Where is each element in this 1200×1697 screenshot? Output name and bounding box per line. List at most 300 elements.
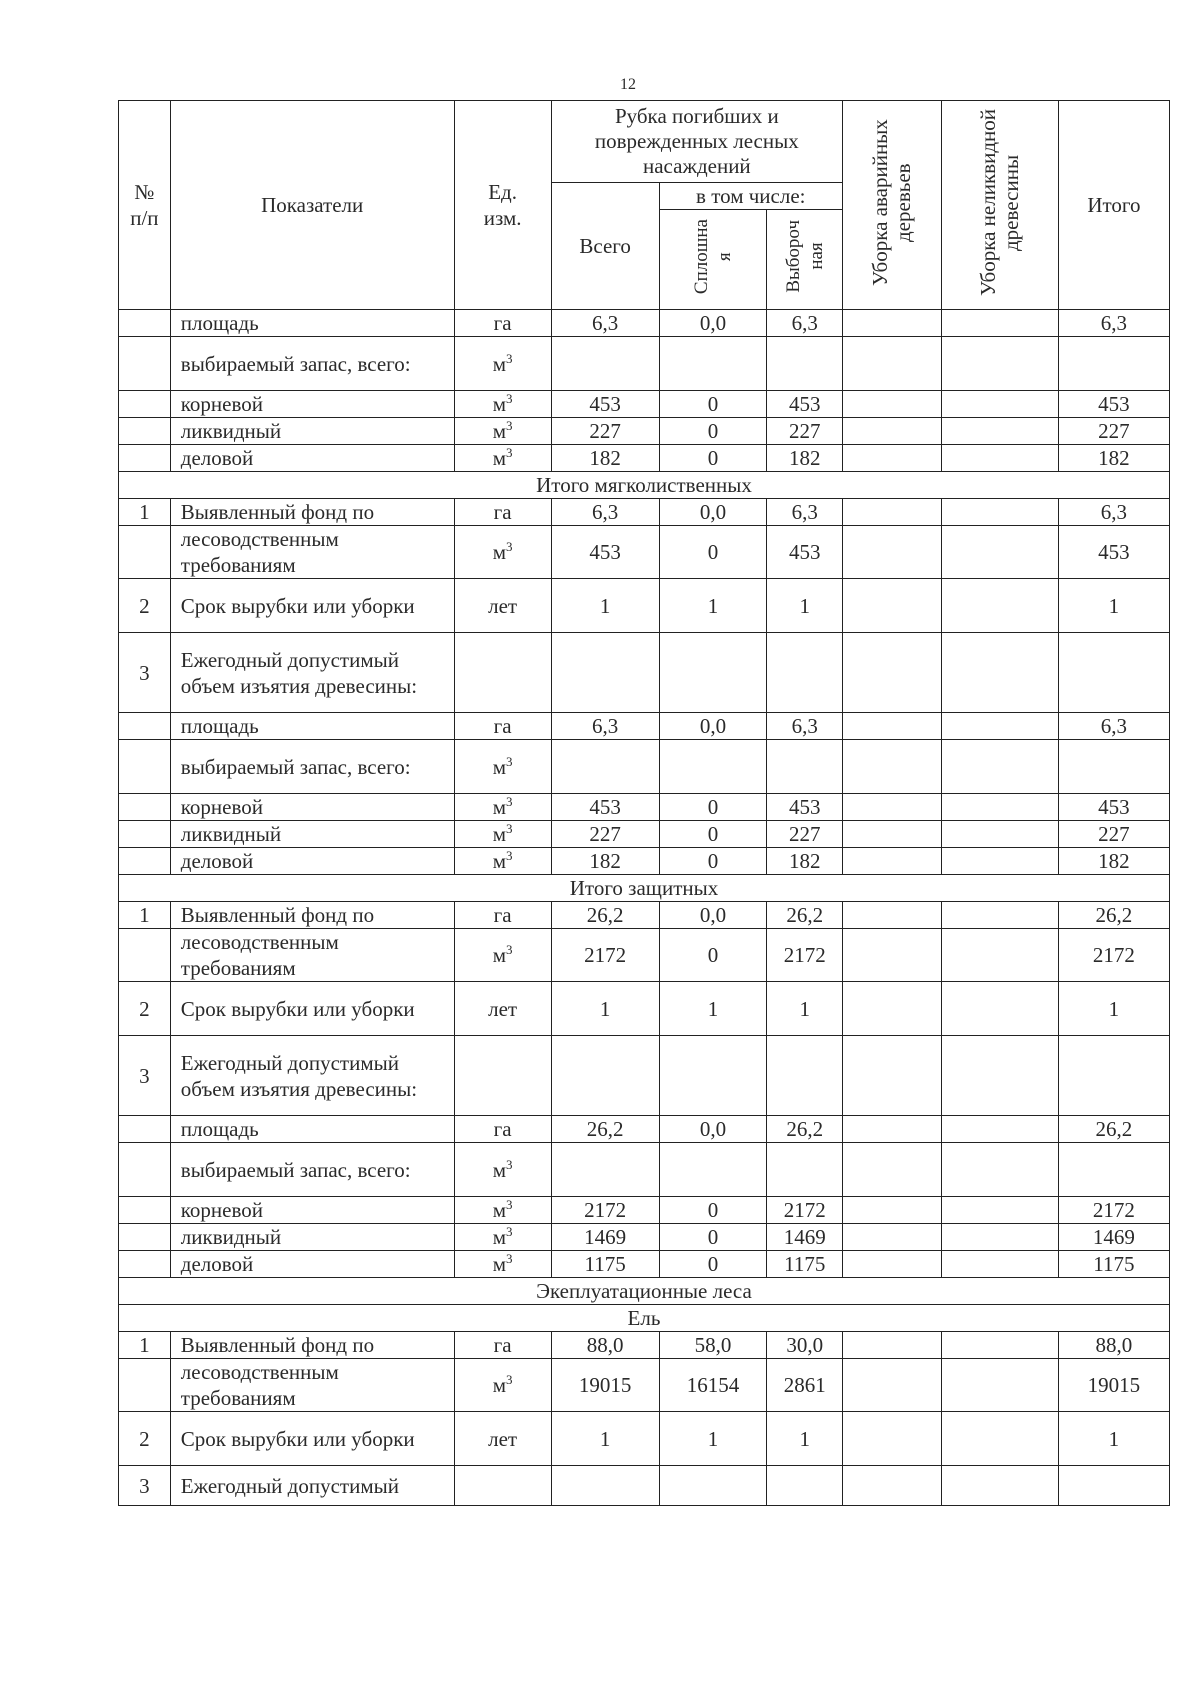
row-num bbox=[119, 1251, 171, 1278]
cell-total bbox=[551, 1466, 659, 1506]
row-label: лесоводственным требованиям bbox=[170, 526, 454, 579]
cell-grand-total: 453 bbox=[1058, 526, 1169, 579]
row-num: 3 bbox=[119, 1036, 171, 1116]
row-unit bbox=[454, 929, 551, 982]
cell-emergency bbox=[842, 1359, 941, 1412]
row-num: 1 bbox=[119, 499, 171, 526]
row-label: деловой bbox=[170, 445, 454, 472]
unit-superscript: 3 bbox=[506, 391, 513, 406]
section-row bbox=[119, 472, 1170, 499]
cell-grand-total: 1175 bbox=[1058, 1251, 1169, 1278]
cell-grand-total: 2172 bbox=[1058, 1197, 1169, 1224]
table-row bbox=[119, 391, 1170, 418]
cell-grand-total bbox=[1058, 633, 1169, 713]
unit-text: м bbox=[492, 1225, 507, 1249]
cell-total: 453 bbox=[551, 526, 659, 579]
cell-emergency bbox=[842, 579, 941, 633]
cell-total bbox=[551, 1143, 659, 1197]
cell-selective: 1 bbox=[767, 1412, 843, 1466]
cell-selective: 453 bbox=[767, 526, 843, 579]
row-unit bbox=[454, 445, 551, 472]
cell-nonliquid bbox=[942, 391, 1059, 418]
cell-total: 1 bbox=[551, 579, 659, 633]
table-row bbox=[119, 337, 1170, 391]
row-unit bbox=[454, 848, 551, 875]
table-row bbox=[119, 445, 1170, 472]
unit-superscript: 3 bbox=[506, 539, 513, 554]
cell-grand-total: 182 bbox=[1058, 445, 1169, 472]
row-num bbox=[119, 310, 171, 337]
cell-total: 182 bbox=[551, 445, 659, 472]
row-label: Срок вырубки или уборки bbox=[170, 982, 454, 1036]
cell-selective bbox=[767, 1143, 843, 1197]
cell-nonliquid bbox=[942, 794, 1059, 821]
cell-nonliquid bbox=[942, 633, 1059, 713]
row-unit bbox=[454, 1116, 551, 1143]
cell-grand-total: 453 bbox=[1058, 391, 1169, 418]
row-num bbox=[119, 740, 171, 794]
row-num: 2 bbox=[119, 1412, 171, 1466]
section-row bbox=[119, 1278, 1170, 1305]
cell-clear-cut: 0 bbox=[659, 848, 767, 875]
cell-total: 19015 bbox=[551, 1359, 659, 1412]
row-num bbox=[119, 1224, 171, 1251]
cell-grand-total: 6,3 bbox=[1058, 713, 1169, 740]
row-label: площадь bbox=[170, 310, 454, 337]
cell-grand-total: 227 bbox=[1058, 821, 1169, 848]
cell-total: 26,2 bbox=[551, 1116, 659, 1143]
row-unit bbox=[454, 1197, 551, 1224]
row-num: 2 bbox=[119, 579, 171, 633]
cell-nonliquid bbox=[942, 740, 1059, 794]
cell-emergency bbox=[842, 982, 941, 1036]
row-num: 3 bbox=[119, 633, 171, 713]
cell-emergency bbox=[842, 929, 941, 982]
cell-selective: 182 bbox=[767, 848, 843, 875]
cell-emergency bbox=[842, 337, 941, 391]
row-num bbox=[119, 929, 171, 982]
cell-grand-total bbox=[1058, 1143, 1169, 1197]
cell-total: 1469 bbox=[551, 1224, 659, 1251]
cell-nonliquid bbox=[942, 1036, 1059, 1116]
unit-text: м bbox=[492, 795, 507, 819]
cell-nonliquid bbox=[942, 821, 1059, 848]
cell-selective: 6,3 bbox=[767, 310, 843, 337]
row-num: 1 bbox=[119, 902, 171, 929]
cell-clear-cut: 0 bbox=[659, 418, 767, 445]
cell-grand-total: 2172 bbox=[1058, 929, 1169, 982]
unit-superscript: 3 bbox=[506, 753, 513, 769]
cell-nonliquid bbox=[942, 902, 1059, 929]
row-unit bbox=[454, 310, 551, 337]
cell-selective: 1 bbox=[767, 982, 843, 1036]
cell-emergency bbox=[842, 740, 941, 794]
cell-selective: 453 bbox=[767, 391, 843, 418]
cell-emergency bbox=[842, 902, 941, 929]
cell-total: 227 bbox=[551, 821, 659, 848]
table-row bbox=[119, 1332, 1170, 1359]
cell-clear-cut bbox=[659, 1036, 767, 1116]
cell-total: 1175 bbox=[551, 1251, 659, 1278]
cell-emergency bbox=[842, 1143, 941, 1197]
row-label: ликвидный bbox=[170, 821, 454, 848]
row-unit bbox=[454, 579, 551, 633]
cell-selective bbox=[767, 1466, 843, 1506]
row-unit bbox=[454, 391, 551, 418]
row-label: Ежегодный допустимый bbox=[170, 1466, 454, 1506]
row-label: Срок вырубки или уборки bbox=[170, 579, 454, 633]
row-unit bbox=[454, 1143, 551, 1197]
cell-selective: 6,3 bbox=[767, 713, 843, 740]
row-label: Выявленный фонд по bbox=[170, 499, 454, 526]
row-label: Ежегодный допустимый объем изъятия древесины: bbox=[170, 633, 454, 713]
cell-selective: 2172 bbox=[767, 929, 843, 982]
cell-total: 2172 bbox=[551, 1197, 659, 1224]
cell-total: 227 bbox=[551, 418, 659, 445]
unit-superscript: 3 bbox=[506, 821, 513, 836]
cell-nonliquid bbox=[942, 713, 1059, 740]
row-unit bbox=[454, 740, 551, 794]
cell-clear-cut: 0,0 bbox=[659, 713, 767, 740]
header-total: Всего bbox=[551, 183, 659, 310]
row-unit bbox=[454, 982, 551, 1036]
cell-clear-cut: 0 bbox=[659, 1224, 767, 1251]
cell-clear-cut: 1 bbox=[659, 982, 767, 1036]
table-row bbox=[119, 418, 1170, 445]
cell-clear-cut bbox=[659, 1466, 767, 1506]
row-label: корневой bbox=[170, 794, 454, 821]
felling-table bbox=[118, 100, 1170, 1506]
cell-total: 26,2 bbox=[551, 902, 659, 929]
header-grand-total: Итого bbox=[1058, 101, 1169, 310]
header-felling-group: Рубка погибших и поврежденных лесных насаждений bbox=[551, 101, 842, 183]
table-row bbox=[119, 982, 1170, 1036]
table-header bbox=[119, 101, 1170, 310]
table-row bbox=[119, 1036, 1170, 1116]
cell-selective: 2172 bbox=[767, 1197, 843, 1224]
cell-total: 453 bbox=[551, 794, 659, 821]
unit-text: лет bbox=[488, 593, 518, 618]
row-unit bbox=[454, 337, 551, 391]
row-label: ликвидный bbox=[170, 1224, 454, 1251]
cell-selective bbox=[767, 740, 843, 794]
cell-total: 2172 bbox=[551, 929, 659, 982]
table-row bbox=[119, 740, 1170, 794]
cell-clear-cut: 0 bbox=[659, 821, 767, 848]
cell-selective: 26,2 bbox=[767, 1116, 843, 1143]
cell-emergency bbox=[842, 1224, 941, 1251]
unit-text: м bbox=[492, 351, 507, 376]
unit-superscript: 3 bbox=[506, 942, 513, 957]
row-num bbox=[119, 1197, 171, 1224]
row-num bbox=[119, 794, 171, 821]
row-unit bbox=[454, 1224, 551, 1251]
table-row bbox=[119, 1359, 1170, 1412]
cell-emergency bbox=[842, 499, 941, 526]
unit-text: лет bbox=[488, 996, 518, 1021]
cell-total bbox=[551, 633, 659, 713]
cell-selective: 1469 bbox=[767, 1224, 843, 1251]
cell-grand-total: 1 bbox=[1058, 1412, 1169, 1466]
row-label: ликвидный bbox=[170, 418, 454, 445]
cell-grand-total: 227 bbox=[1058, 418, 1169, 445]
unit-superscript: 3 bbox=[506, 848, 513, 863]
unit-superscript: 3 bbox=[506, 418, 513, 433]
header-nonliquid: Уборка неликвидной древесины bbox=[942, 101, 1059, 310]
cell-selective: 453 bbox=[767, 794, 843, 821]
cell-clear-cut bbox=[659, 337, 767, 391]
cell-clear-cut: 0 bbox=[659, 445, 767, 472]
table-row bbox=[119, 1251, 1170, 1278]
unit-text: лет bbox=[488, 1426, 518, 1451]
cell-total: 6,3 bbox=[551, 310, 659, 337]
cell-grand-total bbox=[1058, 337, 1169, 391]
page-number: 12 bbox=[620, 76, 636, 93]
cell-clear-cut: 1 bbox=[659, 579, 767, 633]
cell-total: 1 bbox=[551, 1412, 659, 1466]
row-unit bbox=[454, 1359, 551, 1412]
unit-superscript: 3 bbox=[506, 1197, 513, 1212]
unit-text: м bbox=[492, 1252, 507, 1276]
row-label: корневой bbox=[170, 1197, 454, 1224]
unit-text: м bbox=[492, 392, 507, 416]
header-including: в том числе: bbox=[659, 183, 842, 210]
row-num bbox=[119, 445, 171, 472]
row-num bbox=[119, 1143, 171, 1197]
table-row bbox=[119, 633, 1170, 713]
cell-emergency bbox=[842, 418, 941, 445]
unit-superscript: 3 bbox=[506, 1224, 513, 1239]
row-label: Выявленный фонд по bbox=[170, 902, 454, 929]
cell-clear-cut bbox=[659, 740, 767, 794]
cell-nonliquid bbox=[942, 418, 1059, 445]
cell-nonliquid bbox=[942, 1359, 1059, 1412]
row-num bbox=[119, 418, 171, 445]
row-unit bbox=[454, 499, 551, 526]
cell-nonliquid bbox=[942, 1412, 1059, 1466]
cell-clear-cut: 58,0 bbox=[659, 1332, 767, 1359]
unit-superscript: 3 bbox=[506, 1251, 513, 1266]
unit-text: м bbox=[492, 822, 507, 846]
row-num bbox=[119, 526, 171, 579]
cell-selective: 26,2 bbox=[767, 902, 843, 929]
row-unit bbox=[454, 1251, 551, 1278]
row-label: выбираемый запас, всего: bbox=[170, 1143, 454, 1197]
row-num bbox=[119, 848, 171, 875]
cell-clear-cut: 0,0 bbox=[659, 1116, 767, 1143]
section-row bbox=[119, 875, 1170, 902]
cell-selective: 1 bbox=[767, 579, 843, 633]
cell-selective: 1175 bbox=[767, 1251, 843, 1278]
header-indicator: Показатели bbox=[170, 101, 454, 310]
cell-grand-total: 6,3 bbox=[1058, 499, 1169, 526]
cell-total: 453 bbox=[551, 391, 659, 418]
cell-clear-cut bbox=[659, 633, 767, 713]
cell-selective bbox=[767, 1036, 843, 1116]
unit-text: м bbox=[492, 849, 507, 873]
row-unit bbox=[454, 1036, 551, 1116]
cell-emergency bbox=[842, 794, 941, 821]
unit-text: м bbox=[492, 540, 507, 564]
cell-emergency bbox=[842, 1412, 941, 1466]
unit-text: га bbox=[493, 1117, 512, 1141]
cell-clear-cut: 0,0 bbox=[659, 902, 767, 929]
cell-grand-total: 1 bbox=[1058, 982, 1169, 1036]
cell-emergency bbox=[842, 1197, 941, 1224]
cell-grand-total: 26,2 bbox=[1058, 902, 1169, 929]
cell-selective: 227 bbox=[767, 418, 843, 445]
cell-grand-total: 1 bbox=[1058, 579, 1169, 633]
cell-emergency bbox=[842, 821, 941, 848]
cell-selective bbox=[767, 337, 843, 391]
unit-superscript: 3 bbox=[506, 794, 513, 809]
header-emergency: Уборка аварийных деревьев bbox=[842, 101, 941, 310]
cell-grand-total bbox=[1058, 1466, 1169, 1506]
table-body bbox=[119, 310, 1170, 1506]
row-label: площадь bbox=[170, 713, 454, 740]
cell-clear-cut: 1 bbox=[659, 1412, 767, 1466]
unit-text: га bbox=[493, 311, 512, 335]
table-row bbox=[119, 579, 1170, 633]
row-num bbox=[119, 713, 171, 740]
row-num: 2 bbox=[119, 982, 171, 1036]
cell-clear-cut: 0 bbox=[659, 794, 767, 821]
row-num bbox=[119, 391, 171, 418]
unit-text: га bbox=[493, 500, 512, 524]
cell-grand-total: 26,2 bbox=[1058, 1116, 1169, 1143]
cell-emergency bbox=[842, 1251, 941, 1278]
table-row bbox=[119, 1412, 1170, 1466]
row-unit bbox=[454, 821, 551, 848]
section-row bbox=[119, 1305, 1170, 1332]
table-row bbox=[119, 902, 1170, 929]
cell-nonliquid bbox=[942, 337, 1059, 391]
row-label: деловой bbox=[170, 1251, 454, 1278]
cell-grand-total: 6,3 bbox=[1058, 310, 1169, 337]
unit-text: га bbox=[493, 903, 512, 927]
cell-grand-total: 88,0 bbox=[1058, 1332, 1169, 1359]
cell-emergency bbox=[842, 713, 941, 740]
cell-nonliquid bbox=[942, 1224, 1059, 1251]
cell-emergency bbox=[842, 1332, 941, 1359]
cell-clear-cut: 0,0 bbox=[659, 310, 767, 337]
cell-clear-cut: 0 bbox=[659, 391, 767, 418]
row-unit bbox=[454, 418, 551, 445]
cell-nonliquid bbox=[942, 1143, 1059, 1197]
cell-nonliquid bbox=[942, 982, 1059, 1036]
table-row bbox=[119, 929, 1170, 982]
header-unit: Ед. изм. bbox=[454, 101, 551, 310]
cell-total: 1 bbox=[551, 982, 659, 1036]
cell-nonliquid bbox=[942, 929, 1059, 982]
cell-emergency bbox=[842, 1036, 941, 1116]
cell-clear-cut: 0 bbox=[659, 1251, 767, 1278]
cell-clear-cut: 0 bbox=[659, 929, 767, 982]
section-title: Итого защитных bbox=[119, 875, 1170, 902]
table-row bbox=[119, 848, 1170, 875]
row-num bbox=[119, 337, 171, 391]
cell-clear-cut bbox=[659, 1143, 767, 1197]
unit-text: м bbox=[492, 1373, 507, 1397]
unit-superscript: 3 bbox=[506, 1372, 513, 1387]
cell-selective: 227 bbox=[767, 821, 843, 848]
row-num bbox=[119, 1116, 171, 1143]
cell-total: 6,3 bbox=[551, 713, 659, 740]
row-unit bbox=[454, 1332, 551, 1359]
row-num: 3 bbox=[119, 1466, 171, 1506]
cell-clear-cut: 16154 bbox=[659, 1359, 767, 1412]
cell-emergency bbox=[842, 848, 941, 875]
table-row bbox=[119, 310, 1170, 337]
table-row bbox=[119, 1197, 1170, 1224]
header-selective: Выбороч ная bbox=[767, 210, 843, 310]
unit-text: м bbox=[492, 754, 507, 779]
section-title: Ель bbox=[119, 1305, 1170, 1332]
cell-grand-total: 182 bbox=[1058, 848, 1169, 875]
unit-text: м bbox=[492, 446, 507, 470]
cell-emergency bbox=[842, 1466, 941, 1506]
unit-superscript: 3 bbox=[506, 350, 513, 366]
table-row bbox=[119, 821, 1170, 848]
cell-emergency bbox=[842, 391, 941, 418]
unit-superscript: 3 bbox=[506, 445, 513, 460]
row-unit bbox=[454, 1466, 551, 1506]
row-num: 1 bbox=[119, 1332, 171, 1359]
cell-clear-cut: 0 bbox=[659, 526, 767, 579]
cell-nonliquid bbox=[942, 1116, 1059, 1143]
row-label: Выявленный фонд по bbox=[170, 1332, 454, 1359]
table-row bbox=[119, 1224, 1170, 1251]
row-unit bbox=[454, 713, 551, 740]
unit-text: га bbox=[493, 1333, 512, 1357]
header-clear-cut: Сплошна я bbox=[659, 210, 767, 310]
row-unit bbox=[454, 633, 551, 713]
cell-total: 182 bbox=[551, 848, 659, 875]
cell-nonliquid bbox=[942, 526, 1059, 579]
cell-total bbox=[551, 740, 659, 794]
row-unit bbox=[454, 1412, 551, 1466]
row-num bbox=[119, 821, 171, 848]
cell-nonliquid bbox=[942, 310, 1059, 337]
table-row bbox=[119, 1466, 1170, 1506]
row-unit bbox=[454, 526, 551, 579]
cell-emergency bbox=[842, 526, 941, 579]
cell-nonliquid bbox=[942, 445, 1059, 472]
cell-nonliquid bbox=[942, 1466, 1059, 1506]
cell-nonliquid bbox=[942, 1197, 1059, 1224]
cell-nonliquid bbox=[942, 848, 1059, 875]
row-label: выбираемый запас, всего: bbox=[170, 740, 454, 794]
cell-total bbox=[551, 1036, 659, 1116]
cell-grand-total bbox=[1058, 740, 1169, 794]
section-title: Итого мягколиственных bbox=[119, 472, 1170, 499]
cell-emergency bbox=[842, 1116, 941, 1143]
cell-grand-total bbox=[1058, 1036, 1169, 1116]
table-row bbox=[119, 794, 1170, 821]
cell-grand-total: 453 bbox=[1058, 794, 1169, 821]
unit-superscript: 3 bbox=[506, 1156, 513, 1172]
row-label: лесоводственным требованиям bbox=[170, 1359, 454, 1412]
row-label: выбираемый запас, всего: bbox=[170, 337, 454, 391]
cell-grand-total: 1469 bbox=[1058, 1224, 1169, 1251]
table-row bbox=[119, 526, 1170, 579]
cell-total: 88,0 bbox=[551, 1332, 659, 1359]
cell-selective: 6,3 bbox=[767, 499, 843, 526]
unit-text: м bbox=[492, 943, 507, 967]
table-row bbox=[119, 1116, 1170, 1143]
cell-nonliquid bbox=[942, 1251, 1059, 1278]
row-num bbox=[119, 1359, 171, 1412]
